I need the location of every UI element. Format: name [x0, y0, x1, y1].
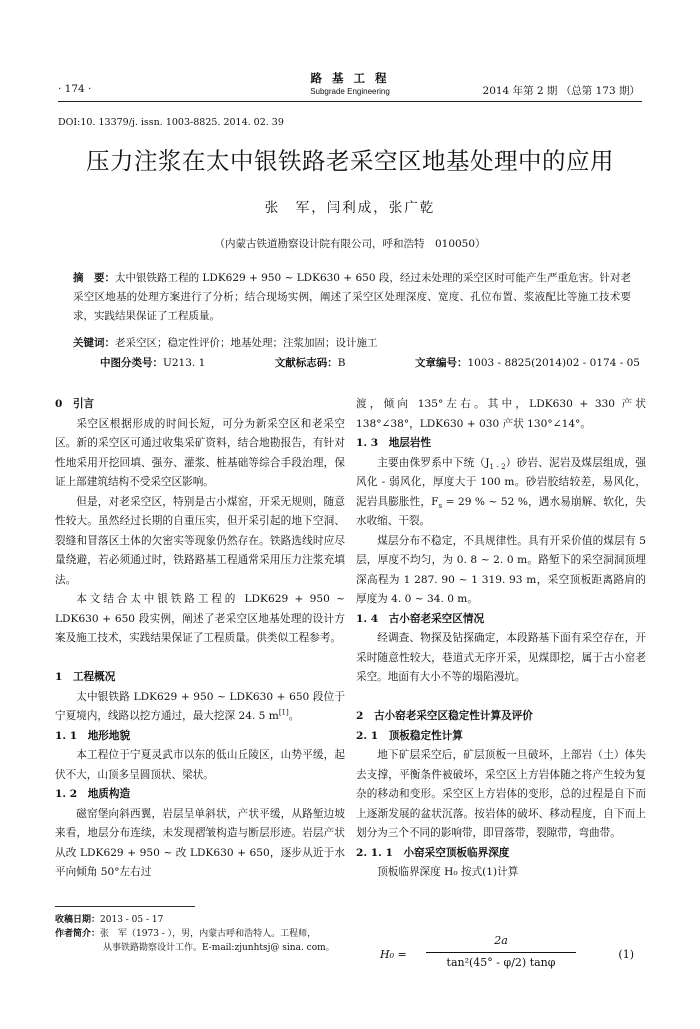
author-bio: 作者简介：张 军（1973 - ），男，内蒙古呼和浩特人。工程师， [55, 929, 317, 939]
section-1-2-heading: 1. 2 地质构造 [55, 788, 131, 800]
abstract-label: 摘 要： [73, 272, 116, 284]
issue-info: 2014 年第 2 期 （总第 173 期） [482, 85, 640, 97]
section-1-paragraph-1: 太中银铁路 LDK629 + 950 ~ LDK630 + 650 段位于宁夏境内，线路以挖方通过，最大挖深 24. 5 m[1]。 [55, 690, 345, 722]
section-0-paragraph-3: 本文结合太中银铁路工程的 LDK629 + 950 ~ LDK630 + 650 段实例，阐述了老采空区地基处理的设计方案及施工技术，实践结果保证了工程质量。供类似工程参考。 [55, 593, 345, 644]
article-title: 压力注浆在太中银铁路老采空区地基处理中的应用 [86, 147, 614, 175]
section-2-1-heading: 2. 1 顶板稳定性计算 [356, 729, 463, 742]
citation-ref[interactable]: [1] [278, 708, 289, 717]
section-2-1-paragraph: 地下矿层采空后，矿层顶板一旦破坏，上部岩（土）体失去支撑，平衡条件被破坏，采空区上方岩体随之将产生较为复杂的移动和变形。采空区上方岩体的变形，总的过程是自下而上逐渐发展的盆状沉落。按岩体的破坏、移动程度，自下而上划分为三个不同的影响带，即冒落带，裂隙带，弯曲带。 [356, 749, 646, 839]
abstract-text: 太中银铁路工程的 LDK629 + 950 ~ LDK630 + 650 段，经过未处理的采空区时可能产生严重危害。针对老采空区地基的处理方案进行了分析；结合现场实例，阐述了采空区处理深度、宽度、孔位布置、浆液配比等施工技术要求，实践结果保证了工程质量。 [73, 272, 632, 322]
authors: 张 军，闫利成，张广乾 [264, 200, 436, 216]
doi: DOI:10. 13379/j. issn. 1003-8825. 2014. 02. 39 [58, 117, 284, 128]
fraction-bar [426, 952, 576, 953]
section-0-paragraph-2: 但是，对老采空区，特别是古小煤窑，开采无规则，随意性较大。虽然经过长期的自重压实，但开采引起的地下空洞、裂缝和冒落区土体的欠密实等现象仍然存在。铁路选线时应尽量绕避，若必须通过时，铁路路基工程通常采用压力注浆充填法。 [55, 495, 345, 586]
affiliation: （内蒙古铁道勘察设计院有限公司，呼和浩特 010050） [214, 238, 486, 250]
doc-code [275, 355, 346, 370]
section-1-2-paragraph: 磁窑堡向斜西翼，岩层呈单斜状，产状平缓，从路堑边坡来看，地层分布连续，未发现褶皱构造与断层形迹。岩层产状从改 LDK629 + 950 ~ 改 LDK630 + 650，逐步从近于水平向倾角 50°左右过 [55, 807, 345, 878]
equation-fraction [426, 934, 576, 969]
journal-name-cn: 路 基 工 程 [310, 71, 390, 85]
section-0-heading: 0 引言 [55, 398, 95, 410]
left-column [55, 395, 345, 883]
section-1-4-heading: 1. 4 古小窑老采空区情况 [356, 612, 485, 625]
continued-paragraph: 渡，倾向 135°左右。其中，LDK630 + 330 产状 138°∠38°，LDK630 + 030 产状 130°∠14°。 [356, 398, 646, 430]
section-2-1-1-paragraph: 顶板临界深度 H₀ 按式(1)计算 [377, 866, 519, 878]
section-1-3-paragraph-2: 煤层分布不稳定，不具规律性。具有开采价值的煤层有 5 层，厚度不均匀，为 0. 8 ~ 2. 0 m。路堑下的采空洞洞顶埋深高程为 1 287. 90 ~ 1 319. 93 m，采空顶板距离路肩的厚度为 4. 0 ~ 34. 0 m。 [356, 534, 646, 605]
clc [100, 355, 205, 370]
article-no-label: 文章编号： [415, 357, 468, 369]
section-1-1-paragraph: 本工程位于宁夏灵武市以东的低山丘陵区，山势平缓，起伏不大，山顶多呈圆顶状、梁状。 [55, 749, 345, 781]
clc-label: 中图分类号： [100, 357, 163, 369]
section-2-1-1-heading: 2. 1. 1 小窑采空顶板临界深度 [356, 846, 510, 859]
keywords [73, 335, 633, 350]
section-1-3-heading: 1. 3 地层岩性 [356, 437, 432, 449]
section-2-heading: 2 古小窑老采空区稳定性计算及评价 [356, 710, 533, 722]
classification-line [100, 355, 640, 370]
section-0-paragraph-1: 采空区根据形成的时间长短，可分为新采空区和老采空区。新的采空区可通过收集采矿资料，结合地勘报告，有针对性地采用开挖回填、强夯、灌浆、桩基础等综合手段治理，保证上部建筑结构不受采空区影响。 [55, 417, 345, 488]
received-date: 收稿日期：2013 - 05 - 17 [55, 915, 164, 925]
abstract [73, 269, 631, 326]
article-no-value: 1003 - 8825(2014)02 - 0174 - 05 [467, 357, 640, 369]
doc-code-value: B [337, 357, 346, 369]
clc-value: U213. 1 [163, 357, 206, 369]
author-bio-continued: 从事铁路勘察设计工作。E-mail:zjunhtsj@ sina. com。 [103, 943, 335, 953]
keywords-label: 关键词： [73, 337, 115, 349]
section-1-heading: 1 工程概况 [55, 671, 116, 683]
article-no [415, 355, 640, 370]
section-1-4-paragraph: 经调查、物探及钻探确定，本段路基下面有采空存在，开采时随意性较大，巷道式无序开采，见煤即挖，属于古小窑老采空。地面有大小不等的塌陷漫坑。 [356, 632, 646, 683]
equation-lhs: H₀ = [380, 948, 407, 961]
equation-1 [356, 934, 646, 984]
page-number: · 174 · [58, 83, 92, 95]
header-rule [58, 101, 642, 102]
equation-denominator: tan²(45° - φ/2) tanφ [446, 956, 556, 969]
footnote-rule [55, 906, 195, 907]
equation-number: (1) [618, 948, 634, 961]
footnote [55, 913, 355, 955]
doc-code-label: 文献标志码： [274, 357, 338, 369]
equation-numerator: 2a [494, 934, 508, 947]
keywords-text: 老采空区；稳定性评价；地基处理；注浆加固；设计施工 [115, 337, 378, 349]
section-1-3-paragraph-1: 主要由侏罗系中下统$(J_{1 - 2})$砂岩、泥岩及煤层组成，强风化 - 弱风化，厚度大于 100 m。砂岩胶结较差，易风化，泥岩具膨胀性，$F_s = 29$ % ~ 52 %，遇水易崩解、软化，失水收缩、干裂。 [356, 456, 647, 527]
section-1-1-heading: 1. 1 地形地貌 [55, 729, 131, 742]
right-column [356, 395, 646, 883]
journal-name-en: Subgrade Engineering [310, 87, 390, 96]
